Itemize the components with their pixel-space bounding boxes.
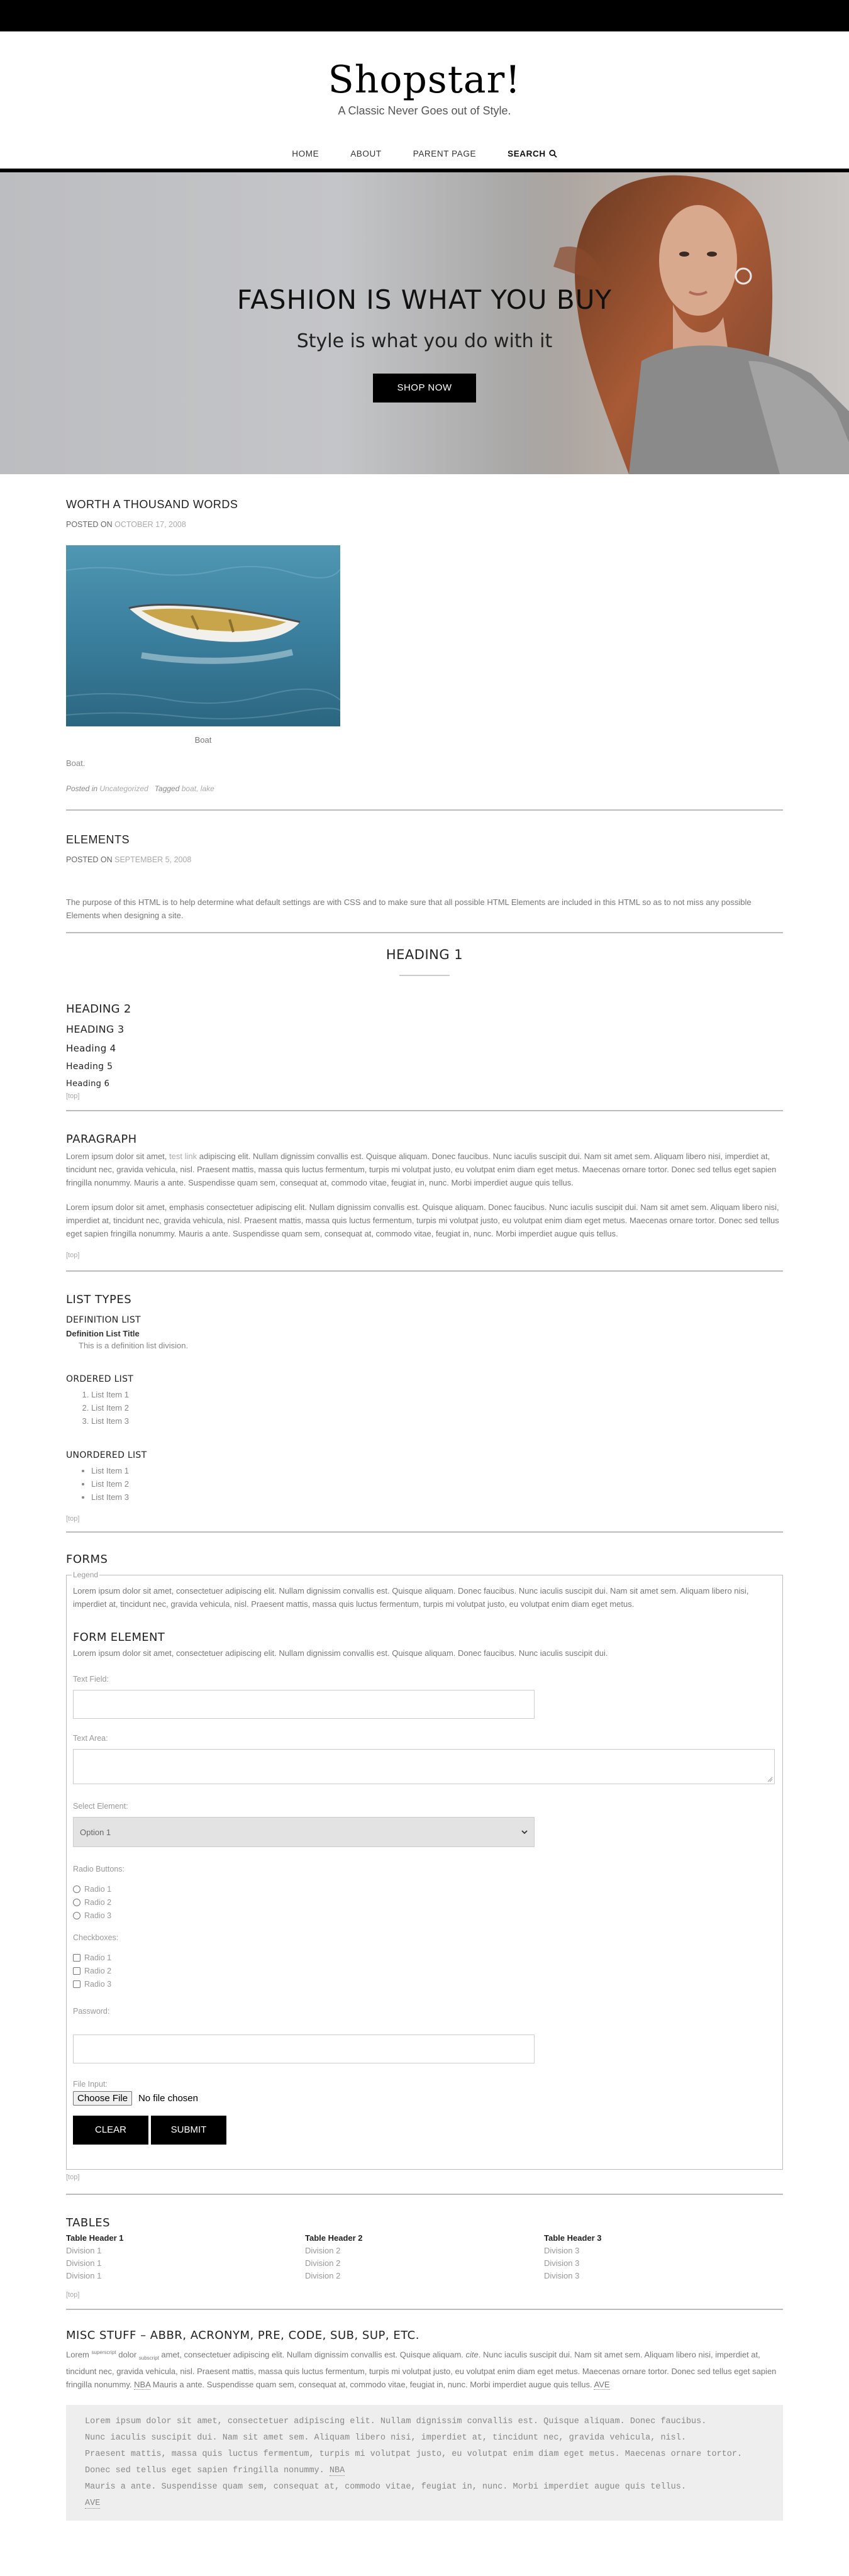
abbr-nba[interactable]: NBA bbox=[134, 2379, 151, 2389]
chevron-down-icon bbox=[521, 1829, 528, 1835]
misc-text: dolor bbox=[118, 2350, 137, 2360]
paragraph-1 bbox=[66, 1150, 783, 1189]
preformatted-block bbox=[66, 2405, 783, 2521]
radio-group bbox=[73, 1882, 776, 1922]
nav-item-about[interactable]: ABOUT bbox=[350, 148, 382, 158]
post-title[interactable]: ELEMENTS bbox=[66, 833, 130, 846]
elements-intro: The purpose of this HTML is to help determine what default settings are with CSS and to make sure that all possible HTML Elements are included in this HTML so as to not miss any possible Elements when designing a site. bbox=[66, 897, 752, 920]
heading-2: HEADING 2 bbox=[66, 1002, 131, 1016]
file-input-label: File Input: bbox=[73, 2080, 108, 2089]
table-header: Table Header 1 bbox=[66, 2233, 124, 2243]
hero-subtitle: Style is what you do with it bbox=[296, 330, 553, 352]
paragraph-heading: PARAGRAPH bbox=[66, 1133, 137, 1146]
paragraph-1-end: adipiscing elit. Nullam dignissim convallis est. Quisque aliquam. Donec faucibus. Nunc iaculis suscipit dui. Nam sit amet sem. Aliquam libero nisi, imperdiet at, tincidunt nec, gravida vehicula, nisl. Praesent mattis, massa quis luctus fermentum, turpis mi volutpat justo, eu volutpat enim diam eget metus. Maecenas ornare tortor. Donec sed tellus eget sapien fringilla nonummy. Mauris a ante. Suspendisse quam sem, consequat at, commodo vitae, feugiat in, nunc. Morbi imperdiet augue quis tellus. bbox=[66, 1152, 777, 1187]
checkbox[interactable] bbox=[73, 1980, 80, 1988]
pre-line: Mauris a ante. Suspendisse quam sem, consequat at, commodo vitae, feugiat in, nunc. Morbi imperdiet augue quis tellus. bbox=[85, 2482, 686, 2492]
heading-1-rule bbox=[399, 975, 450, 976]
misc-text: . Nunc iaculis suscipit dui. Nam sit amet sem. Aliquam libero nisi, imperdiet at, tincidunt nec, gravida vehicula, nisl. Praesent mattis, massa quis luctus fermentum, turpis mi volutpat justo, eu volutpat enim diam eget metus. Maecenas ornare tortor. Donec sed tellus eget sapien fringilla nonummy. bbox=[66, 2350, 777, 2389]
checkbox-option-3[interactable] bbox=[73, 1977, 776, 1990]
select-value: Option 1 bbox=[80, 1827, 111, 1837]
heading-6: Heading 6 bbox=[66, 1079, 110, 1089]
unordered-list-heading: UNORDERED LIST bbox=[66, 1450, 147, 1460]
heading-1: HEADING 1 bbox=[386, 947, 463, 962]
misc-paragraph bbox=[66, 2346, 783, 2391]
top-bar bbox=[0, 0, 849, 31]
section-divider bbox=[66, 932, 783, 933]
post-date-link[interactable]: OCTOBER 17, 2008 bbox=[114, 520, 186, 529]
post-meta bbox=[66, 520, 783, 529]
acronym-ave[interactable]: AVE bbox=[594, 2379, 610, 2389]
definition-description: This is a definition list division. bbox=[79, 1341, 189, 1350]
choose-file-button[interactable]: Choose File bbox=[73, 2091, 132, 2106]
misc-heading: MISC STUFF – ABBR, ACRONYM, PRE, CODE, SUB, SUP, ETC. bbox=[66, 2329, 419, 2342]
form-buttons bbox=[73, 2116, 776, 2145]
radio-button[interactable] bbox=[73, 1912, 80, 1919]
clear-button[interactable]: CLEAR bbox=[73, 2116, 148, 2145]
nav-item-parent-page[interactable]: PARENT PAGE bbox=[413, 148, 477, 158]
tables-heading: TABLES bbox=[66, 2216, 111, 2229]
pre-line-with-acronym bbox=[85, 2496, 764, 2512]
radio-option-3[interactable] bbox=[73, 1909, 776, 1922]
form-fieldset bbox=[66, 1570, 783, 2170]
pre-acronym-ave[interactable]: AVE bbox=[85, 2498, 101, 2508]
checkboxes-label: Checkboxes: bbox=[73, 1933, 119, 1942]
superscript: superscript bbox=[91, 2350, 116, 2355]
cite-text: cite bbox=[465, 2350, 479, 2360]
list-item: 3. List Item 3 bbox=[91, 1414, 783, 1428]
paragraph-1-start: Lorem ipsum dolor sit amet, bbox=[66, 1152, 167, 1161]
boat-figure bbox=[66, 545, 340, 745]
list-types-heading: LIST TYPES bbox=[66, 1293, 132, 1306]
text-area-label: Text Area: bbox=[73, 1734, 108, 1743]
form-element-heading: FORM ELEMENT bbox=[73, 1631, 165, 1644]
list-item: 2. List Item 2 bbox=[91, 1401, 783, 1414]
pre-line-with-abbr bbox=[85, 2463, 764, 2479]
definition-term: Definition List Title bbox=[66, 1329, 140, 1338]
top-link[interactable]: [top] bbox=[66, 2291, 80, 2299]
pre-line: Praesent mattis, massa quis luctus fermentum, turpis mi volutpat justo, eu volutpat enim diam eget metus. Maecenas ornare tortor. bbox=[85, 2449, 743, 2459]
post-elements bbox=[66, 833, 783, 2521]
radio-button[interactable] bbox=[73, 1899, 80, 1906]
post-footer-meta bbox=[66, 784, 783, 793]
image-caption: Boat bbox=[194, 735, 212, 745]
hero-banner bbox=[0, 172, 849, 474]
fieldset-legend: Legend bbox=[73, 1570, 99, 1579]
checkbox[interactable] bbox=[73, 1954, 80, 1962]
section-divider bbox=[66, 1110, 783, 1111]
table-header: Table Header 2 bbox=[305, 2233, 363, 2243]
misc-text: Mauris a ante. Suspendisse quam sem, consequat at, commodo vitae, feugiat in, nunc. Morbi imperdiet augue quis tellus. bbox=[152, 2379, 592, 2389]
legend-paragraph: Lorem ipsum dolor sit amet, consectetuer adipiscing elit. Nullam dignissim convallis est. Quisque aliquam. Donec faucibus. Nunc iaculis suscipit dui. Nam sit amet sem. Aliquam libero nisi, imperdiet at, tincidunt nec, gravida vehicula, nisl. Praesent mattis, massa quis luctus fermentum, turpis mi volutpat justo, eu volutpat enim diam eget metus. bbox=[73, 1586, 749, 1609]
pre-abbr-nba[interactable]: NBA bbox=[329, 2465, 345, 2475]
radio-label: Radio 3 bbox=[84, 1911, 112, 1920]
select-label: Select Element: bbox=[73, 1802, 128, 1811]
post-worth-a-thousand-words bbox=[66, 498, 783, 793]
site-header bbox=[0, 31, 849, 138]
table-cell: Division 3 bbox=[544, 2246, 580, 2255]
main-navigation bbox=[0, 138, 849, 172]
site-title[interactable]: Shopstar! bbox=[328, 58, 521, 102]
top-link[interactable]: [top] bbox=[66, 1252, 80, 1259]
post-divider bbox=[66, 809, 783, 811]
table-cell: Division 1 bbox=[66, 2258, 102, 2268]
pre-line: Nunc iaculis suscipit dui. Nam sit amet sem. Aliquam libero nisi, imperdiet at, tincidunt nec, gravida vehicula, nisl. bbox=[85, 2433, 686, 2443]
heading-3: HEADING 3 bbox=[66, 1023, 125, 1035]
file-input bbox=[73, 2091, 776, 2106]
post-body: Boat. bbox=[66, 758, 86, 768]
section-divider bbox=[66, 1270, 783, 1272]
nav-search-label: SEARCH bbox=[508, 148, 546, 158]
hero-content bbox=[0, 284, 849, 402]
site-tagline: A Classic Never Goes out of Style. bbox=[338, 104, 511, 117]
category-link[interactable]: Uncategorized bbox=[99, 784, 148, 793]
misc-text: Lorem bbox=[66, 2350, 89, 2360]
checkbox-label: Radio 3 bbox=[84, 1979, 112, 1989]
ordered-list bbox=[66, 1388, 783, 1428]
search-icon bbox=[549, 150, 557, 158]
submit-button[interactable]: SUBMIT bbox=[151, 2116, 226, 2145]
checkbox-option-2[interactable] bbox=[73, 1964, 776, 1977]
heading-4: Heading 4 bbox=[66, 1043, 116, 1054]
tag-links[interactable]: boat, lake bbox=[181, 784, 214, 793]
table-cell: Division 2 bbox=[305, 2246, 341, 2255]
shop-now-button[interactable]: SHOP NOW bbox=[373, 374, 476, 402]
radio-label: Radio 1 bbox=[84, 1884, 112, 1894]
table-cell: Division 1 bbox=[66, 2246, 102, 2255]
table-cell: Division 3 bbox=[544, 2258, 580, 2268]
paragraph-2: Lorem ipsum dolor sit amet, emphasis consectetuer adipiscing elit. Nullam dignissim convallis est. Quisque aliquam. Donec faucibus. Nunc iaculis suscipit dui. Nam sit amet sem. Aliquam libero nisi, imperdiet at, tincidunt nec, gravida vehicula, nisl. Praesent mattis, massa quis luctus fermentum, turpis mi volutpat justo, eu volutpat enim diam eget metus. Maecenas ornare tortor. Donec sed tellus eget sapien fringilla nonummy. Mauris a ante. Suspendisse quam sem, consequat at, commodo vitae, feugiat in, nunc. Morbi imperdiet augue quis tellus. bbox=[66, 1202, 779, 1238]
list-item: • List Item 3 bbox=[91, 1491, 783, 1504]
checkbox-label: Radio 1 bbox=[84, 1953, 112, 1962]
text-area-input[interactable] bbox=[73, 1749, 775, 1784]
text-field-label: Text Field: bbox=[73, 1675, 109, 1684]
top-link[interactable]: [top] bbox=[66, 1515, 80, 1523]
checkbox-group bbox=[73, 1951, 776, 1990]
hero-title: FASHION IS WHAT YOU BUY bbox=[236, 284, 613, 315]
checkbox-option-1[interactable] bbox=[73, 1951, 776, 1964]
text-field-input[interactable] bbox=[73, 1690, 535, 1719]
section-divider bbox=[66, 2194, 783, 2195]
pre-line: Donec sed tellus eget sapien fringilla nonummy. bbox=[85, 2465, 325, 2475]
definition-list-heading: DEFINITION LIST bbox=[66, 1315, 141, 1325]
resize-handle-icon[interactable] bbox=[767, 1776, 773, 1782]
form-element-paragraph: Lorem ipsum dolor sit amet, consectetuer adipiscing elit. Nullam dignissim convallis est. Quisque aliquam. Donec faucibus. Nunc iaculis suscipit dui. bbox=[73, 1648, 608, 1658]
forms-heading: FORMS bbox=[66, 1553, 108, 1566]
radio-label: Radio 2 bbox=[84, 1897, 112, 1907]
top-link[interactable]: [top] bbox=[66, 1092, 80, 1100]
list-item: • List Item 1 bbox=[91, 1464, 783, 1477]
unordered-list bbox=[66, 1464, 783, 1504]
ordered-list-heading: ORDERED LIST bbox=[66, 1374, 134, 1384]
section-divider bbox=[66, 1531, 783, 1533]
heading-5: Heading 5 bbox=[66, 1062, 113, 1072]
subscript: subscript bbox=[138, 2355, 159, 2361]
posted-in-label: Posted in bbox=[66, 784, 98, 793]
radio-button[interactable] bbox=[73, 1885, 80, 1893]
heading-1-block bbox=[66, 947, 783, 976]
table-header: Table Header 3 bbox=[544, 2233, 602, 2243]
section-divider bbox=[66, 2309, 783, 2310]
pre-line: Lorem ipsum dolor sit amet, consectetuer adipiscing elit. Nullam dignissim convallis est. Quisque aliquam. Donec faucibus. bbox=[85, 2416, 707, 2426]
select-element[interactable] bbox=[73, 1817, 535, 1847]
file-status: No file chosen bbox=[138, 2093, 198, 2104]
main-content bbox=[66, 474, 783, 2521]
password-input[interactable] bbox=[73, 2035, 535, 2063]
list-item: • List Item 2 bbox=[91, 1477, 783, 1491]
table-cell: Division 3 bbox=[544, 2271, 580, 2280]
table-cell: Division 1 bbox=[66, 2271, 102, 2280]
top-link[interactable]: [top] bbox=[66, 2174, 80, 2181]
nav-search-button[interactable] bbox=[508, 149, 557, 158]
radio-option-2[interactable] bbox=[73, 1896, 776, 1909]
table-cell: Division 2 bbox=[305, 2258, 341, 2268]
radio-option-1[interactable] bbox=[73, 1882, 776, 1896]
data-table bbox=[66, 2233, 783, 2284]
password-label: Password: bbox=[73, 2007, 110, 2016]
checkbox[interactable] bbox=[73, 1967, 80, 1975]
checkbox-label: Radio 2 bbox=[84, 1966, 112, 1975]
table-cell: Division 2 bbox=[305, 2271, 341, 2280]
boat-image[interactable] bbox=[66, 545, 340, 726]
misc-text: amet, consectetuer adipiscing elit. Nullam dignissim convallis est. Quisque aliquam. bbox=[161, 2350, 463, 2360]
radio-buttons-label: Radio Buttons: bbox=[73, 1865, 125, 1874]
nav-item-home[interactable]: HOME bbox=[292, 148, 319, 158]
list-item: 1. List Item 1 bbox=[91, 1388, 783, 1401]
posted-on-label: POSTED ON bbox=[66, 855, 113, 864]
test-link[interactable]: test link bbox=[169, 1152, 197, 1161]
posted-on-label: POSTED ON bbox=[66, 520, 113, 529]
post-date-link[interactable]: SEPTEMBER 5, 2008 bbox=[114, 855, 192, 864]
post-title[interactable]: WORTH A THOUSAND WORDS bbox=[66, 498, 238, 511]
tagged-label: Tagged bbox=[154, 784, 180, 793]
post-meta bbox=[66, 855, 783, 864]
